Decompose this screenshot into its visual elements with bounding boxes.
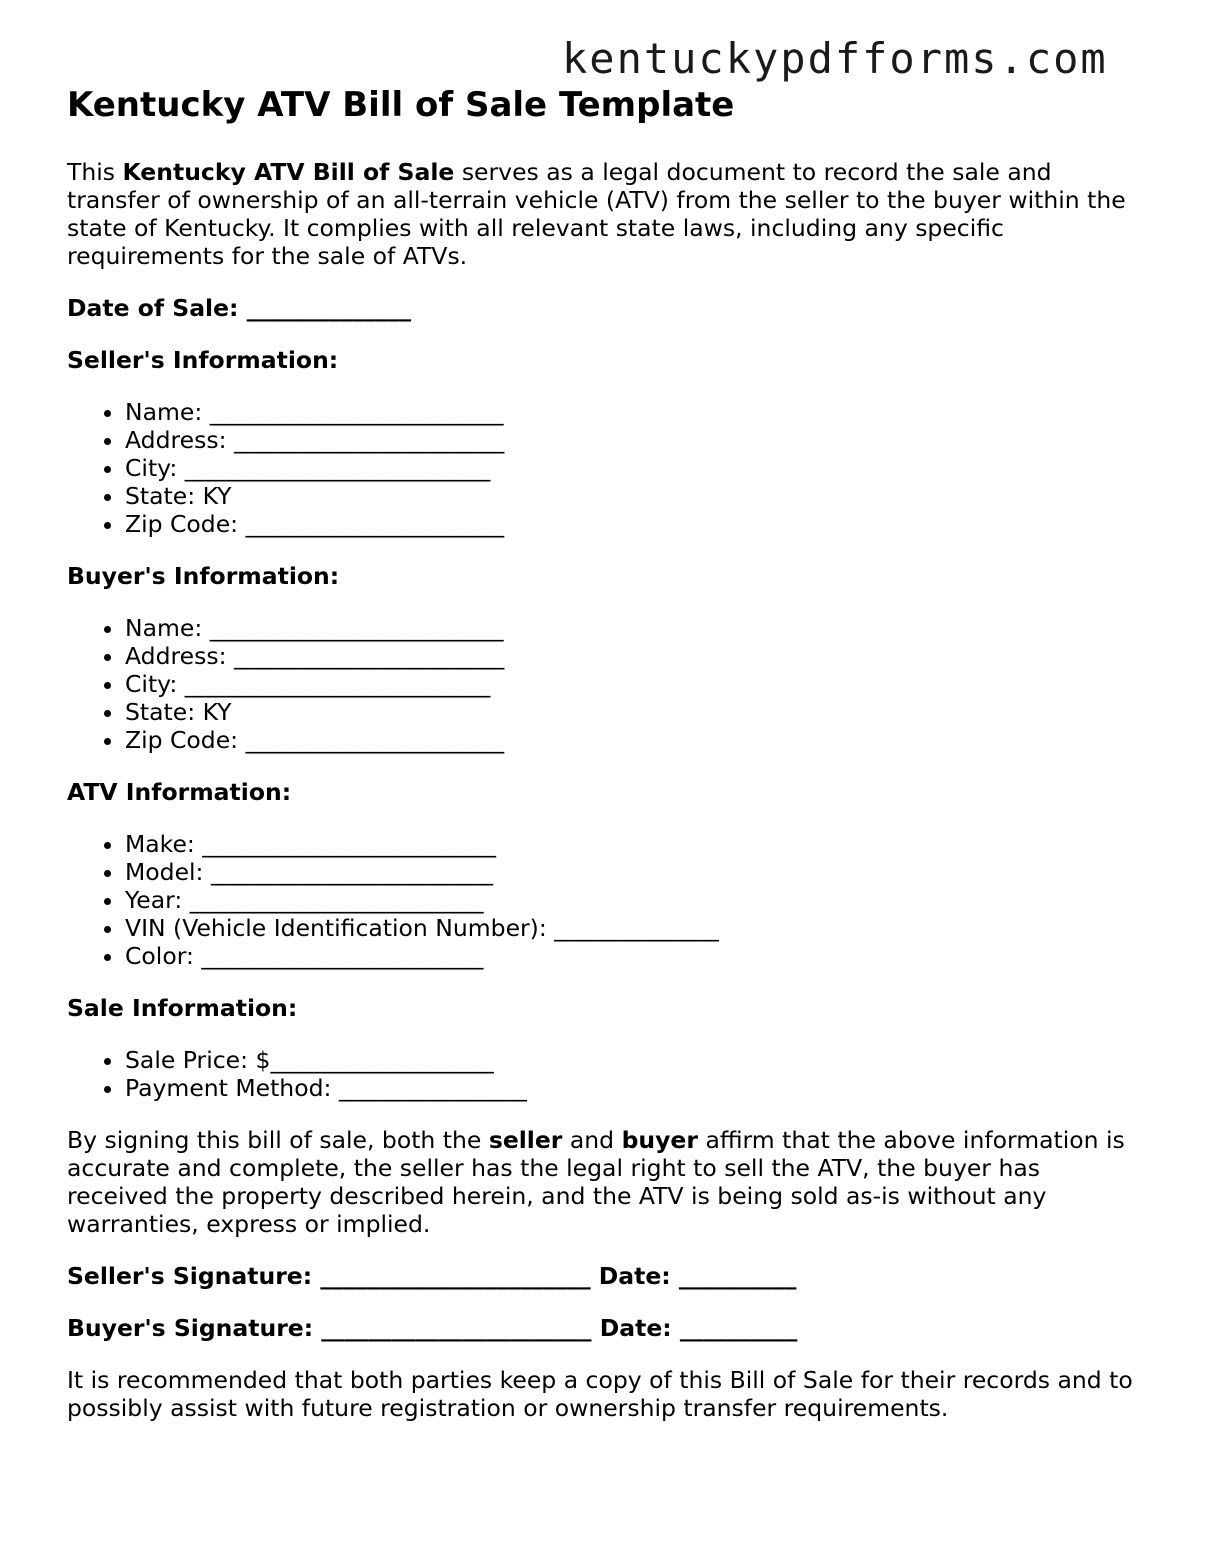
affirm-text-2: and [562,1126,622,1154]
atv-year-field[interactable]: • Year: _________________________ [125,886,1147,914]
buyer-signature-line[interactable]: Buyer's Signature: _______________________ Date: __________ [67,1314,798,1342]
seller-info-heading: Seller's Information: [67,346,339,374]
affirm-text-1: By signing this bill of sale, both the [67,1126,489,1154]
seller-info-list [67,398,1147,538]
seller-state-field: • State: KY [125,482,1147,510]
intro-prefix: This [67,158,123,186]
seller-name-field[interactable]: • Name: _________________________ [125,398,1147,426]
seller-city-field[interactable]: • City: __________________________ [125,454,1147,482]
intro-bold: Kentucky ATV Bill of Sale [122,158,455,186]
atv-info-list [67,830,1147,970]
affirm-text-3: affirm that the above information is accurate and complete, the seller has the legal right to sell the ATV, the buyer has received the property described herein, and the ATV is being sold as-is without any warranties, express or implied. [67,1126,1125,1238]
payment-method-field[interactable]: • Payment Method: ________________ [125,1074,1147,1102]
buyer-state-field: • State: KY [125,698,1147,726]
watermark: kentuckypdfforms.com [562,34,1108,83]
document-title: Kentucky ATV Bill of Sale Template [67,85,735,125]
affirm-buyer: buyer [621,1126,698,1154]
document-body [67,86,1147,1422]
date-of-sale-field[interactable]: Date of Sale: ______________ [67,294,412,322]
atv-vin-field[interactable]: • VIN (Vehicle Identification Number): ______________ [125,914,1147,942]
sale-info-heading: Sale Information: [67,994,298,1022]
affirm-seller: seller [488,1126,563,1154]
closing-paragraph: It is recommended that both parties keep a copy of this Bill of Sale for their records and to possibly assist with future registration or ownership transfer requirements. [67,1366,1133,1422]
atv-info-heading: ATV Information: [67,778,292,806]
atv-model-field[interactable]: • Model: ________________________ [125,858,1147,886]
buyer-name-field[interactable]: • Name: _________________________ [125,614,1147,642]
buyer-info-list [67,614,1147,754]
seller-zip-field[interactable]: • Zip Code: ______________________ [125,510,1147,538]
intro-suffix: serves as a legal document to record the sale and transfer of ownership of an all-terrain vehicle (ATV) from the seller to the buyer within the state of Kentucky. It complies with all relevant state laws, including any specific requirements for the sale of ATVs. [67,158,1126,270]
buyer-address-field[interactable]: • Address: _______________________ [125,642,1147,670]
sale-price-field[interactable]: • Sale Price: $___________________ [125,1046,1147,1074]
sale-info-list [67,1046,1147,1102]
atv-make-field[interactable]: • Make: _________________________ [125,830,1147,858]
affirmation-paragraph [67,1126,1147,1238]
buyer-info-heading: Buyer's Information: [67,562,340,590]
seller-address-field[interactable]: • Address: _______________________ [125,426,1147,454]
seller-signature-line[interactable]: Seller's Signature: _______________________ Date: __________ [67,1262,797,1290]
buyer-city-field[interactable]: • City: __________________________ [125,670,1147,698]
intro-paragraph [67,158,1147,270]
buyer-zip-field[interactable]: • Zip Code: ______________________ [125,726,1147,754]
atv-color-field[interactable]: • Color: ________________________ [125,942,1147,970]
